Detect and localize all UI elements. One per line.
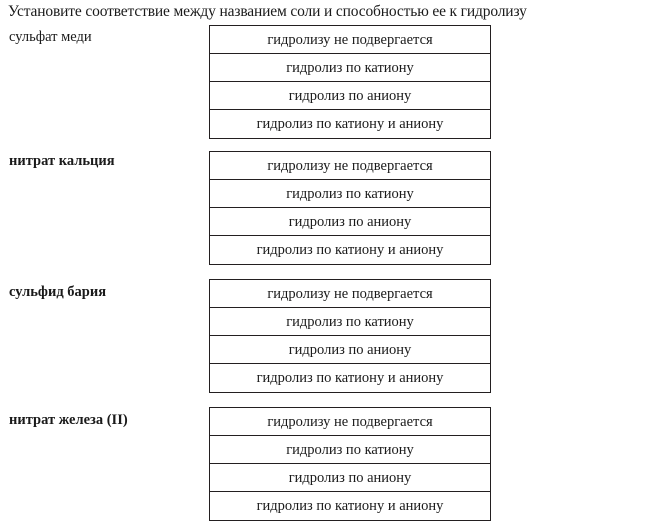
salt-label-3: сульфид бария xyxy=(9,284,107,300)
option-2-4[interactable]: гидролиз по катиону и аниону xyxy=(210,236,490,264)
salt-label-1: сульфат меди xyxy=(9,29,92,45)
option-1-3[interactable]: гидролиз по аниону xyxy=(210,82,490,110)
option-2-3[interactable]: гидролиз по аниону xyxy=(210,208,490,236)
salt-label-4: нитрат железа (II) xyxy=(9,412,128,428)
options-group-4 xyxy=(209,407,491,521)
option-4-3[interactable]: гидролиз по аниону xyxy=(210,464,490,492)
options-group-3 xyxy=(209,279,491,393)
option-2-1[interactable]: гидролизу не подвергается xyxy=(210,152,490,180)
option-2-2[interactable]: гидролиз по катиону xyxy=(210,180,490,208)
option-3-1[interactable]: гидролизу не подвергается xyxy=(210,280,490,308)
option-3-4[interactable]: гидролиз по катиону и аниону xyxy=(210,364,490,392)
option-4-2[interactable]: гидролиз по катиону xyxy=(210,436,490,464)
option-3-2[interactable]: гидролиз по катиону xyxy=(210,308,490,336)
option-1-2[interactable]: гидролиз по катиону xyxy=(210,54,490,82)
option-3-3[interactable]: гидролиз по аниону xyxy=(210,336,490,364)
options-group-1 xyxy=(209,25,491,139)
page-title: Установите соответствие между названием соли и способностью ее к гидролизу xyxy=(8,3,527,20)
options-group-2 xyxy=(209,151,491,265)
option-4-1[interactable]: гидролизу не подвергается xyxy=(210,408,490,436)
option-1-4[interactable]: гидролиз по катиону и аниону xyxy=(210,110,490,138)
salt-label-2: нитрат кальция xyxy=(9,153,115,169)
option-1-1[interactable]: гидролизу не подвергается xyxy=(210,26,490,54)
option-4-4[interactable]: гидролиз по катиону и аниону xyxy=(210,492,490,520)
